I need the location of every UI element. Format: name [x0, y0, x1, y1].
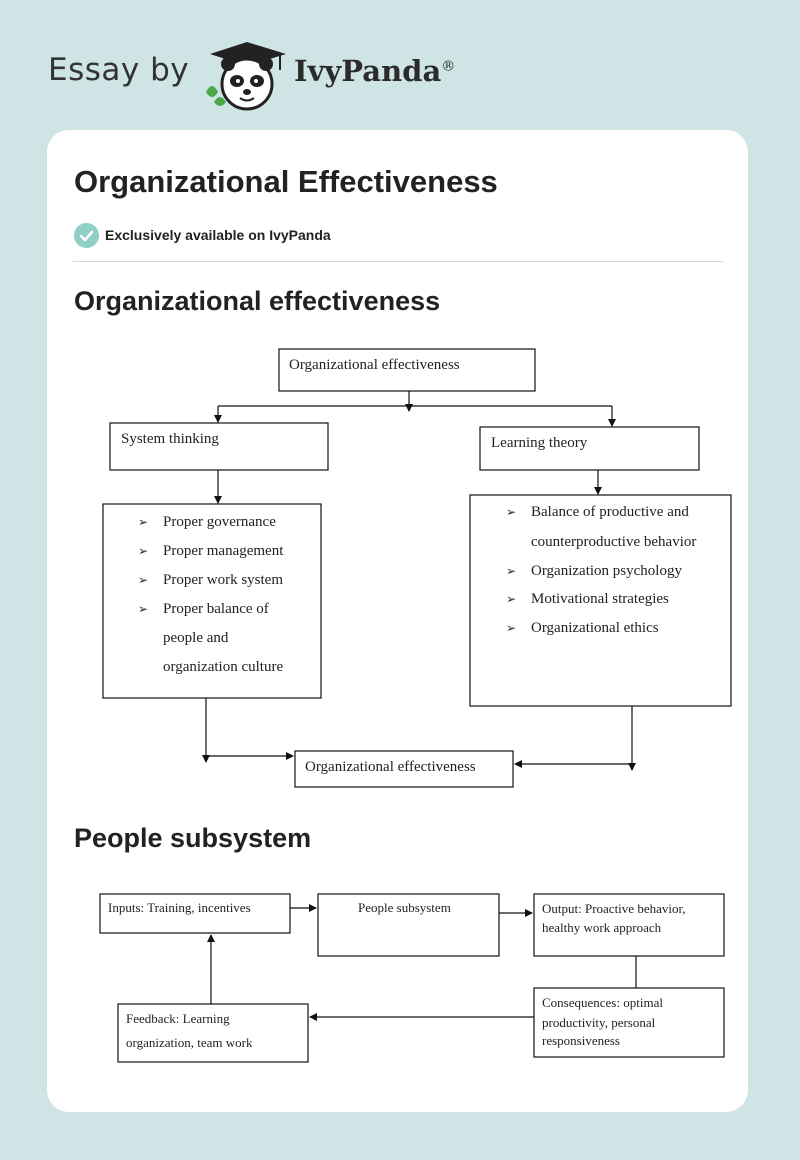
list-bullet: ➢: [138, 602, 149, 616]
system-thinking-label: System thinking: [121, 431, 219, 447]
list-item: organization culture: [163, 659, 284, 675]
list-item: Proper balance of: [163, 601, 269, 617]
inputs-label: Inputs: Training, incentives: [108, 900, 251, 915]
consequences-label: Consequences: optimal: [542, 995, 663, 1010]
exclusive-badge-text: Exclusively available on IvyPanda: [105, 227, 331, 243]
people-subsystem-label: People subsystem: [358, 900, 451, 915]
list-bullet: ➢: [138, 573, 149, 587]
list-bullet: ➢: [506, 505, 517, 519]
output-label: healthy work approach: [542, 920, 662, 935]
list-bullet: ➢: [506, 621, 517, 635]
list-item: people and: [163, 630, 229, 646]
list-item: Proper governance: [163, 514, 276, 530]
consequences-label: productivity, personal: [542, 1015, 656, 1030]
list-bullet: ➢: [506, 592, 517, 606]
section-heading-effectiveness: Organizational effectiveness: [74, 286, 441, 316]
feedback-label: organization, team work: [126, 1035, 253, 1050]
bottom-box-label: Organizational effectiveness: [305, 759, 476, 775]
list-bullet: ➢: [506, 564, 517, 578]
section-heading-people-subsystem: People subsystem: [74, 823, 312, 853]
list-bullet: ➢: [138, 544, 149, 558]
list-item: Organization psychology: [531, 563, 682, 579]
learning-theory-label: Learning theory: [491, 435, 588, 451]
top-box-label: Organizational effectiveness: [289, 357, 460, 373]
output-label: Output: Proactive behavior,: [542, 901, 686, 916]
list-item: counterproductive behavior: [531, 534, 697, 550]
registered-mark: ®: [441, 58, 456, 75]
list-item: Motivational strategies: [531, 591, 669, 607]
list-bullet: ➢: [138, 515, 149, 529]
brand-name[interactable]: IvyPanda®: [294, 54, 456, 88]
page-title: Organizational Effectiveness: [74, 164, 498, 199]
list-item: Proper work system: [163, 572, 283, 588]
list-item: Balance of productive and: [531, 504, 689, 520]
feedback-label: Feedback: Learning: [126, 1011, 230, 1026]
consequences-label: responsiveness: [542, 1033, 620, 1048]
list-item: Organizational ethics: [531, 620, 659, 636]
essay-by-label: Essay by: [48, 52, 190, 88]
list-item: Proper management: [163, 543, 284, 559]
